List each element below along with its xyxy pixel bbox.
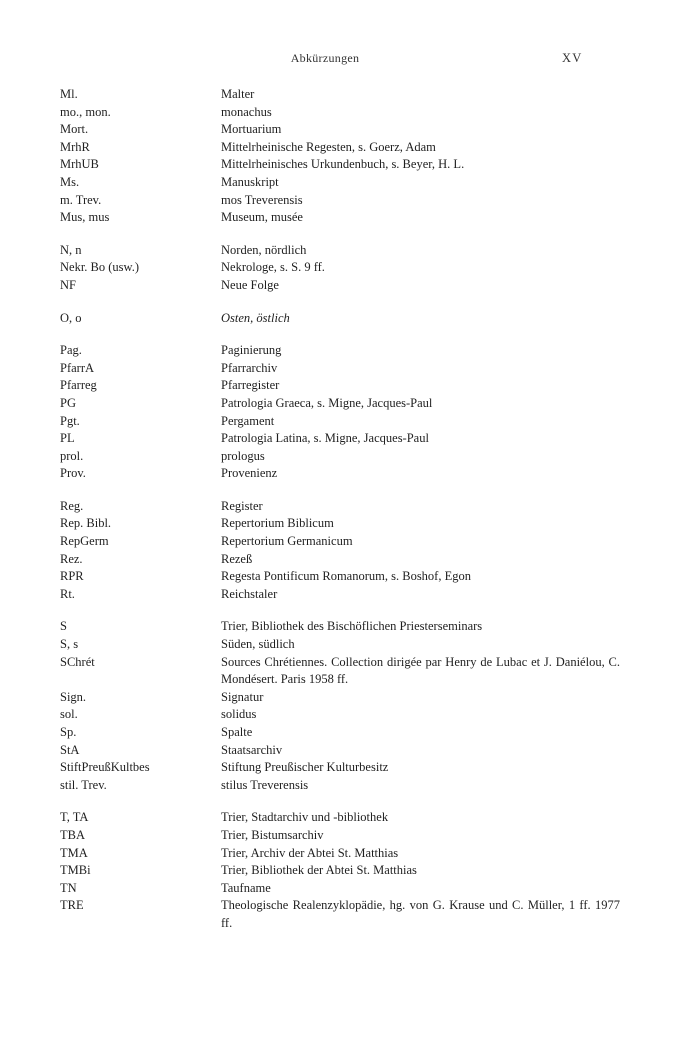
- abbreviation-entry: [60, 742, 620, 760]
- abbreviation-term: PG: [60, 395, 76, 410]
- abbreviation-entry: [60, 242, 620, 260]
- abbreviation-term: Rt.: [60, 586, 75, 601]
- abbreviation-term: Pgt.: [60, 413, 80, 428]
- abbreviation-definition: Mittelrheinische Regesten, s. Goerz, Adam: [221, 139, 436, 154]
- abbreviation-term: stil. Trev.: [60, 777, 107, 792]
- abbreviation-entry: [60, 636, 620, 654]
- abbreviation-entry: [60, 360, 620, 378]
- abbreviation-term: prol.: [60, 448, 84, 463]
- abbreviation-definition: Nekrologe, s. S. 9 ff.: [221, 260, 325, 275]
- abbreviation-definition: Spalte: [221, 725, 253, 739]
- abbreviation-definition: Reichstaler: [221, 586, 278, 601]
- abbreviation-term: Sp.: [60, 725, 77, 739]
- abbreviation-entry: [60, 342, 620, 360]
- abbreviation-term: m. Trev.: [60, 192, 102, 207]
- abbreviation-definition: Sources Chrétiennes. Collection dirigée par Henry de Lubac et J. Daniélou, C. Mondésert. Paris 1958 ff.: [221, 654, 620, 687]
- abbreviation-entry: [60, 880, 620, 898]
- abbreviation-term: TN: [60, 880, 77, 895]
- abbreviation-entry: [60, 465, 620, 483]
- abbreviation-definition: Pfarregister: [221, 378, 280, 393]
- abbreviation-definition: Trier, Bistumsarchiv: [221, 827, 324, 842]
- abbreviation-definition: Norden, nördlich: [221, 242, 307, 257]
- abbreviation-term: sol.: [60, 707, 78, 722]
- abbreviation-entry: [60, 551, 620, 569]
- abbreviation-term: Ms.: [60, 174, 80, 189]
- abbreviation-entry: [60, 413, 620, 431]
- abbreviation-definition: Mittelrheinisches Urkundenbuch, s. Beyer, H. L.: [221, 157, 465, 172]
- abbreviation-term: SChrét: [60, 654, 95, 669]
- abbreviation-definition: stilus Treverensis: [221, 777, 309, 792]
- abbreviation-definition: Trier, Archiv der Abtei St. Matthias: [221, 845, 399, 860]
- abbreviation-term: StiftPreußKultbes: [60, 760, 150, 775]
- abbreviation-definition: Museum, musée: [221, 210, 303, 225]
- abbreviation-term: S: [60, 619, 67, 634]
- abbreviation-term: Mus, mus: [60, 210, 110, 225]
- abbreviation-group: [60, 342, 620, 483]
- abbreviation-entry: [60, 724, 620, 742]
- running-title: Abkürzungen: [290, 51, 360, 65]
- abbreviation-entry: [60, 192, 620, 210]
- abbreviation-entry: [60, 430, 620, 448]
- abbreviation-term: PfarrA: [60, 360, 95, 375]
- abbreviation-term: MrhUB: [60, 157, 99, 172]
- abbreviation-term: TRE: [60, 898, 84, 913]
- abbreviation-entry: [60, 277, 620, 295]
- page-number: XV: [562, 51, 583, 65]
- abbreviation-term: Rep. Bibl.: [60, 516, 112, 531]
- abbreviation-term: StA: [60, 742, 80, 757]
- abbreviation-term: TMA: [60, 845, 88, 860]
- abbreviation-entry: [60, 533, 620, 551]
- abbreviation-term: O, o: [60, 310, 82, 325]
- abbreviation-entry: [60, 689, 620, 707]
- abbreviation-group: [60, 310, 620, 328]
- abbreviation-group: [60, 86, 620, 227]
- abbreviation-definition: Osten, östlich: [221, 310, 290, 325]
- abbreviation-entry: [60, 377, 620, 395]
- abbreviation-definition: Regesta Pontificum Romanorum, s. Boshof, Egon: [221, 569, 471, 584]
- abbreviation-definition: Paginierung: [221, 343, 282, 358]
- abbreviation-entry: [60, 139, 620, 157]
- abbreviation-definition: monachus: [221, 104, 272, 119]
- abbreviation-entry: [60, 777, 620, 795]
- abbreviation-term: S, s: [60, 637, 79, 652]
- abbreviation-definition: solidus: [221, 707, 257, 722]
- abbreviation-term: Prov.: [60, 466, 86, 481]
- abbreviation-entry: [60, 654, 620, 689]
- abbreviation-entry: [60, 104, 620, 122]
- abbreviation-term: T, TA: [60, 810, 89, 825]
- abbreviation-definition: Provenienz: [221, 466, 278, 481]
- abbreviation-definition: Pergament: [221, 413, 275, 428]
- abbreviation-term: Pfarreg: [60, 378, 97, 393]
- abbreviation-term: Rez.: [60, 551, 83, 566]
- abbreviation-definition: Repertorium Biblicum: [221, 516, 334, 531]
- abbreviation-definition: Patrologia Latina, s. Migne, Jacques-Paul: [221, 431, 429, 446]
- abbreviation-definition: Pfarrarchiv: [221, 360, 278, 375]
- abbreviation-definition: Staatsarchiv: [221, 742, 283, 757]
- abbreviation-group: [60, 242, 620, 295]
- abbreviation-entry: [60, 395, 620, 413]
- abbreviation-definition: Neue Folge: [221, 277, 279, 292]
- abbreviation-definition: Süden, südlich: [221, 637, 295, 652]
- abbreviation-term: RepGerm: [60, 534, 109, 549]
- abbreviation-definition: Repertorium Germanicum: [221, 534, 353, 549]
- abbreviation-definition: Signatur: [221, 689, 264, 704]
- abbreviation-definition: Patrologia Graeca, s. Migne, Jacques-Paul: [221, 395, 433, 410]
- abbreviation-entry: [60, 827, 620, 845]
- abbreviation-entry: [60, 86, 620, 104]
- abbreviation-definition: Trier, Stadtarchiv und -bibliothek: [221, 810, 389, 825]
- abbreviation-entry: [60, 448, 620, 466]
- abbreviation-term: Mort.: [60, 122, 89, 137]
- abbreviation-definition: Theologische Realenzyklopädie, hg. von G. Krause und C. Müller, 1 ff. 1977 ff.: [221, 898, 620, 930]
- abbreviation-entry: [60, 862, 620, 880]
- abbreviation-entry: [60, 897, 620, 932]
- abbreviation-definition: Mortuarium: [221, 122, 282, 137]
- abbreviation-entry: [60, 515, 620, 533]
- abbreviation-group: [60, 618, 620, 794]
- abbreviation-term: PL: [60, 431, 75, 446]
- abbreviation-term: mo., mon.: [60, 104, 111, 119]
- abbreviation-term: Ml.: [60, 87, 78, 101]
- abbreviation-term: TBA: [60, 827, 85, 842]
- abbreviation-term: Nekr. Bo (usw.): [60, 260, 140, 275]
- abbreviation-entry: [60, 706, 620, 724]
- abbreviation-entry: [60, 174, 620, 192]
- abbreviation-definition: Taufname: [221, 880, 271, 895]
- abbreviation-entry: [60, 121, 620, 139]
- abbreviation-group: [60, 498, 620, 604]
- abbreviation-term: NF: [60, 277, 76, 292]
- abbreviation-term: Pag.: [60, 343, 82, 358]
- abbreviation-entry: [60, 259, 620, 277]
- abbreviation-definition: prologus: [221, 448, 265, 463]
- abbreviation-term: TMBi: [60, 863, 91, 878]
- abbreviation-definition: Register: [221, 498, 263, 513]
- abbreviation-entry: [60, 618, 620, 636]
- abbreviation-entry: [60, 568, 620, 586]
- abbreviation-definition: mos Treverensis: [221, 192, 303, 207]
- abbreviation-entry: [60, 586, 620, 604]
- abbreviation-term: MrhR: [60, 139, 90, 154]
- running-head: [0, 51, 700, 69]
- abbreviation-term: N, n: [60, 242, 82, 257]
- abbreviation-term: Sign.: [60, 689, 87, 704]
- abbreviation-definition: Trier, Bibliothek des Bischöflichen Priesterseminars: [221, 619, 483, 634]
- abbreviation-entry: [60, 209, 620, 227]
- abbreviation-definition: Rezeß: [221, 551, 253, 566]
- abbreviation-definition: Malter: [221, 87, 255, 101]
- abbreviation-entry: [60, 809, 620, 827]
- abbreviation-entry: [60, 759, 620, 777]
- abbreviation-list: [60, 86, 620, 933]
- abbreviation-definition: Stiftung Preußischer Kulturbesitz: [221, 760, 389, 775]
- abbreviation-entry: [60, 845, 620, 863]
- abbreviation-term: Reg.: [60, 498, 84, 513]
- abbreviation-group: [60, 809, 620, 932]
- abbreviation-definition: Manuskript: [221, 174, 279, 189]
- abbreviation-entry: [60, 156, 620, 174]
- abbreviation-entry: [60, 498, 620, 516]
- abbreviation-entry: [60, 310, 620, 328]
- abbreviation-definition: Trier, Bibliothek der Abtei St. Matthias: [221, 863, 417, 878]
- abbreviation-term: RPR: [60, 569, 84, 584]
